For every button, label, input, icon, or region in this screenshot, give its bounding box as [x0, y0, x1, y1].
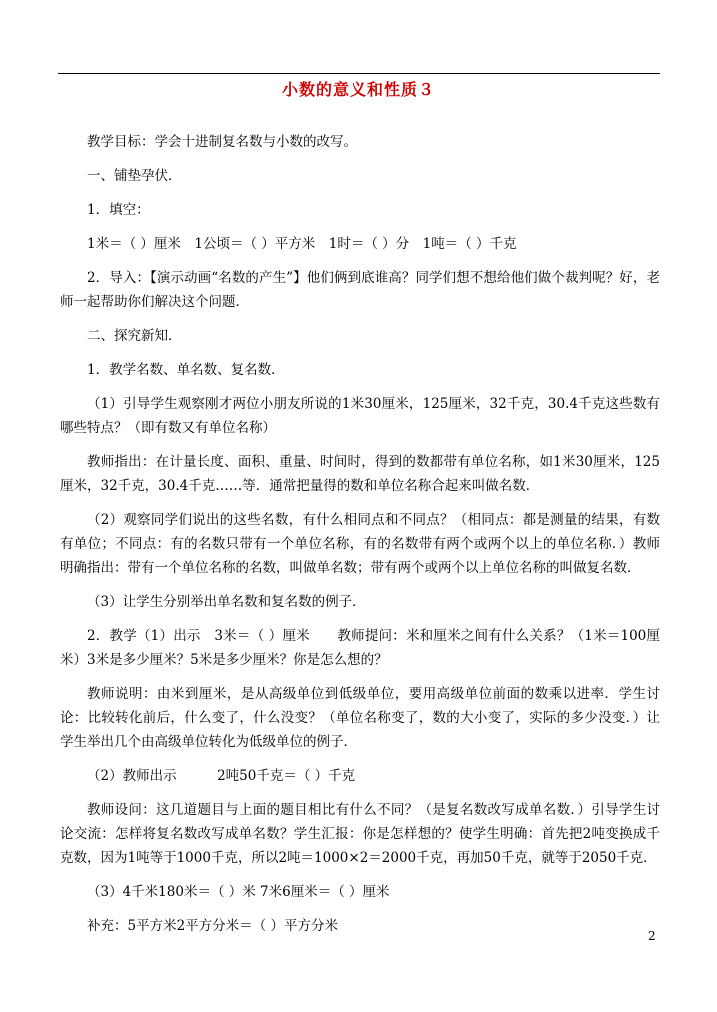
paragraph-teaching-1: 1．教学名数、单名数、复名数． [87, 362, 285, 378]
header-rule [58, 73, 660, 74]
paragraph-exercise-3: （3）4千米180米＝（ ）米 7米6厘米＝（ ）厘米 [87, 884, 390, 900]
paragraph-section-1-heading: 一、铺垫孕伏． [87, 168, 182, 184]
paragraph-teacher-shows: （2）教师出示 2吨50千克＝（ ）千克 [87, 768, 356, 784]
paragraph-teacher-explains: 教师说明：由米到厘米，是从高级单位到低级单位，要用高级单位前面的数乘以进率．学生讨论：比较转化前后，什么变了，什么没变？（单位名称变了，数的大小变了，实际的多少没变．）让学生举出几个由高级单位转化为低级单位的例子． [60, 686, 660, 750]
page-number: 2 [648, 929, 656, 943]
paragraph-fill-blank-items: 1米＝（ ）厘米 1公顷＝（ ）平方米 1时＝（ ）分 1吨＝（ ）千克 [87, 236, 517, 252]
document-body [60, 130, 660, 948]
paragraph-examples: （3）让学生分别举出单名数和复名数的例子． [87, 594, 366, 610]
paragraph-intro: 2．导入：【演示动画“名数的产生”】他们俩到底谁高？同学们想不想给他们做个裁判呢？好，老师一起帮助你们解决这个问题． [60, 270, 660, 310]
paragraph-teaching-2: 2．教学（1）出示 3米＝（ ）厘米 教师提问：米和厘米之间有什么关系？（1米＝100厘米）3米是多少厘米？5米是多少厘米？你是怎么想的？ [60, 628, 660, 668]
paragraph-teacher-points: 教师指出：在计量长度、面积、重量、时间时，得到的数都带有单位名称，如1米30厘米，125厘米，32千克，30.4千克……等．通常把量得的数和单位名称合起来叫做名数． [60, 454, 660, 494]
paragraph-supplement: 补充：5平方米2平方分米＝（ ）平方分米 [87, 918, 338, 934]
paragraph-section-2-heading: 二、探究新知． [87, 328, 182, 344]
paragraph-observe-1: （1）引导学生观察刚才两位小朋友所说的1米30厘米，125厘米，32千克，30.4千克这些数有哪些特点？（即有数又有单位名称） [60, 396, 660, 436]
paragraph-fill-blank-label: 1．填空： [87, 202, 150, 218]
paragraph-observe-2: （2）观察同学们说出的这些名数，有什么相同点和不同点？（相同点：都是测量的结果，有数有单位；不同点：有的名数只带有一个单位名称，有的名数带有两个或两个以上的单位名称．）教师明确指出：带有一个单位名称的名数，叫做单名数；带有两个或两个以上单位名称的叫做复名数． [60, 512, 660, 576]
paragraph-objective: 教学目标：学会十进制复名数与小数的改写。 [87, 134, 357, 150]
page-title: 小数的意义和性质３ [281, 80, 435, 99]
paragraph-teacher-asks: 教师设问：这几道题目与上面的题目相比有什么不同？（是复名数改写成单名数．）引导学生讨论交流：怎样将复名数改写成单名数？学生汇报：你是怎样想的？使学生明确：首先把2吨变换成千克数，因为1吨等于1000千克，所以2吨＝1000×2＝2000千克，再加50千克，就等于2050千克． [60, 802, 660, 866]
